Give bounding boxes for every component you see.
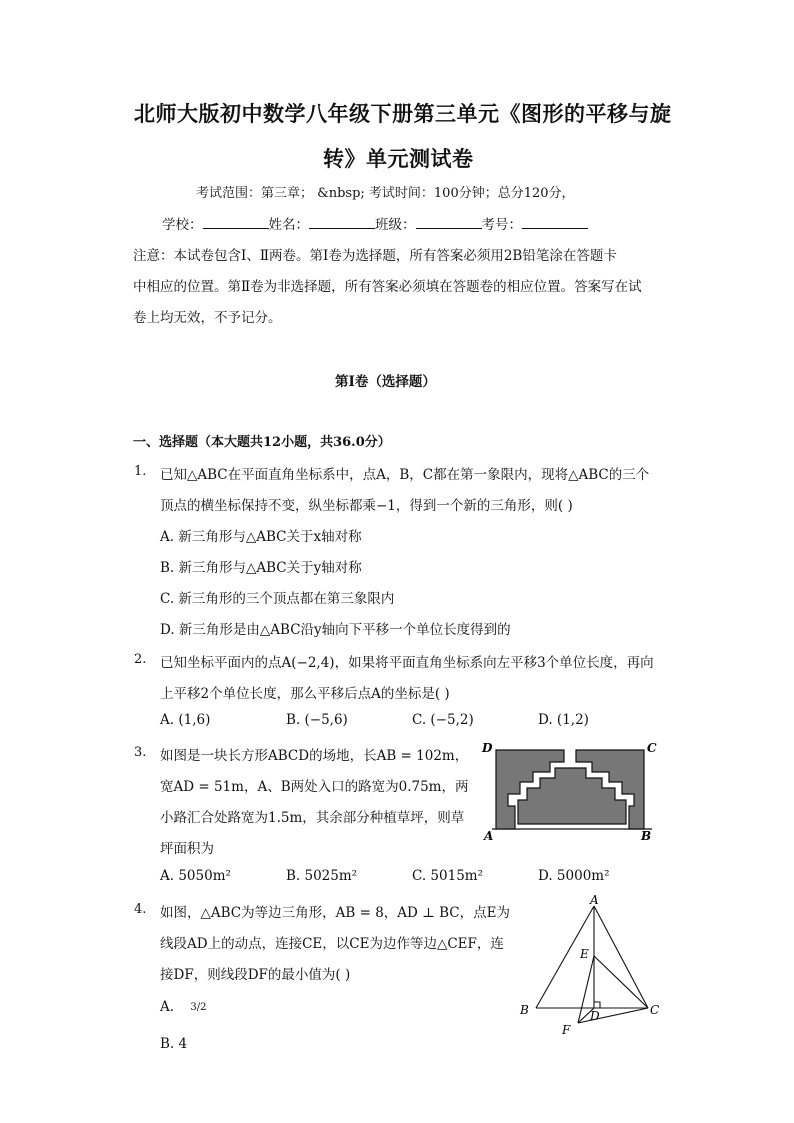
q4-label-c: C (650, 1003, 660, 1017)
section-title: 第Ⅰ卷（选择题） (335, 374, 436, 390)
q2-option-c[interactable]: C. (−5,2) (412, 712, 474, 728)
q3-label-c: C (647, 741, 657, 755)
q3-line1: 如图是一块长方形ABCD的场地，长AB = 102m， (160, 748, 469, 764)
q1-number: 1. (134, 464, 147, 479)
q3-option-a[interactable]: A. 5050m² (160, 868, 231, 884)
q3-number: 3. (134, 745, 147, 760)
notice-line3: 卷上均无效，不予记分。 (133, 310, 282, 326)
number-label: 考号： (481, 217, 522, 233)
q4-side-ac (594, 906, 648, 1008)
q4-option-a-fraction: 3/2 (190, 1002, 207, 1013)
q2-option-d[interactable]: D. (1,2) (538, 712, 589, 728)
q3-label-d: D (482, 741, 493, 755)
name-blank[interactable] (309, 216, 375, 229)
q1-option-b[interactable]: B. 新三角形与△ABC关于y轴对称 (160, 560, 362, 576)
notice-line1: 注意：本试卷包含Ⅰ、Ⅱ两卷。第Ⅰ卷为选择题，所有答案必须用2B铅笔涂在答题卡 (133, 248, 617, 264)
q4-line1: 如图，△ABC为等边三角形，AB = 8，AD ⊥ BC，点E为 (160, 905, 510, 921)
q4-segment-ce (594, 956, 648, 1008)
title-line2: 转》单元测试卷 (323, 146, 474, 171)
q4-label-e: E (580, 947, 589, 961)
q2-option-a[interactable]: A. (1,6) (160, 712, 211, 728)
q4-segment-fc (578, 1008, 648, 1023)
q1-line2: 顶点的横坐标保持不变，纵坐标都乘−1，得到一个新的三角形，则( ) (160, 498, 573, 514)
name-label: 姓名： (268, 217, 309, 233)
class-label: 班级： (375, 217, 416, 233)
notice-line2: 中相应的位置。第Ⅱ卷为非选择题，所有答案必须填在答题卷的相应位置。答案写在试 (133, 279, 642, 295)
q2-line1: 已知坐标平面内的点A(−2,4)，如果将平面直角坐标系向左平移3个单位长度，再向 (160, 655, 654, 671)
class-blank[interactable] (416, 216, 482, 229)
q1-option-d[interactable]: D. 新三角形是由△ABC沿y轴向下平移一个单位长度得到的 (160, 622, 511, 638)
q1-option-a[interactable]: A. 新三角形与△ABC关于x轴对称 (160, 529, 362, 545)
q3-line2: 宽AD = 51m，A、B两处入口的路宽为0.75m，两 (160, 779, 469, 795)
q3-label-b: B (641, 829, 652, 843)
school-label: 学校： (162, 217, 203, 233)
q4-option-a-prefix: A. (160, 999, 175, 1015)
q4-label-a: A (590, 893, 599, 907)
title-line1: 北师大版初中数学八年级下册第三单元《图形的平移与旋 (134, 101, 672, 126)
q3-option-b[interactable]: B. 5025m² (286, 868, 358, 884)
q4-line2: 线段AD上的动点，连接CE，以CE为边作等边△CEF，连 (160, 936, 504, 952)
info-fields (162, 213, 588, 233)
q4-option-a[interactable] (160, 999, 206, 1015)
q4-label-b: B (520, 1003, 529, 1017)
q2-line2: 上平移2个单位长度，那么平移后点A的坐标是( ) (160, 686, 450, 702)
q3-option-c[interactable]: C. 5015m² (412, 868, 484, 884)
q3-line4: 坪面积为 (160, 841, 214, 857)
q4-option-b[interactable]: B. 4 (160, 1036, 188, 1052)
q4-label-f: F (562, 1023, 571, 1037)
q2-option-b[interactable]: B. (−5,6) (286, 712, 348, 728)
part-heading: 一、选择题（本大题共12小题，共36.0分） (133, 435, 391, 450)
q4-triangle-figure (514, 892, 664, 1040)
q4-right-angle (594, 1002, 600, 1008)
exam-info: 考试范围：第三章； &nbsp; 考试时间：100分钟；总分120分， (196, 186, 575, 201)
q2-number: 2. (134, 652, 147, 667)
q3-option-d[interactable]: D. 5000m² (538, 868, 610, 884)
school-blank[interactable] (203, 216, 269, 229)
q3-line3: 小路汇合处路宽为1.5m，其余部分种植草坪，则草 (160, 810, 465, 826)
q1-option-c[interactable]: C. 新三角形的三个顶点都在第三象限内 (160, 591, 395, 607)
q3-lawn-figure (478, 738, 664, 844)
number-blank[interactable] (522, 216, 588, 229)
q3-label-a: A (484, 829, 494, 843)
q1-line1: 已知△ABC在平面直角坐标系中，点A，B，C都在第一象限内，现将△ABC的三个 (160, 467, 650, 483)
q4-line3: 接DF，则线段DF的最小值为( ) (160, 967, 351, 983)
q4-number: 4. (134, 902, 147, 917)
q4-label-d: D (590, 1009, 600, 1023)
